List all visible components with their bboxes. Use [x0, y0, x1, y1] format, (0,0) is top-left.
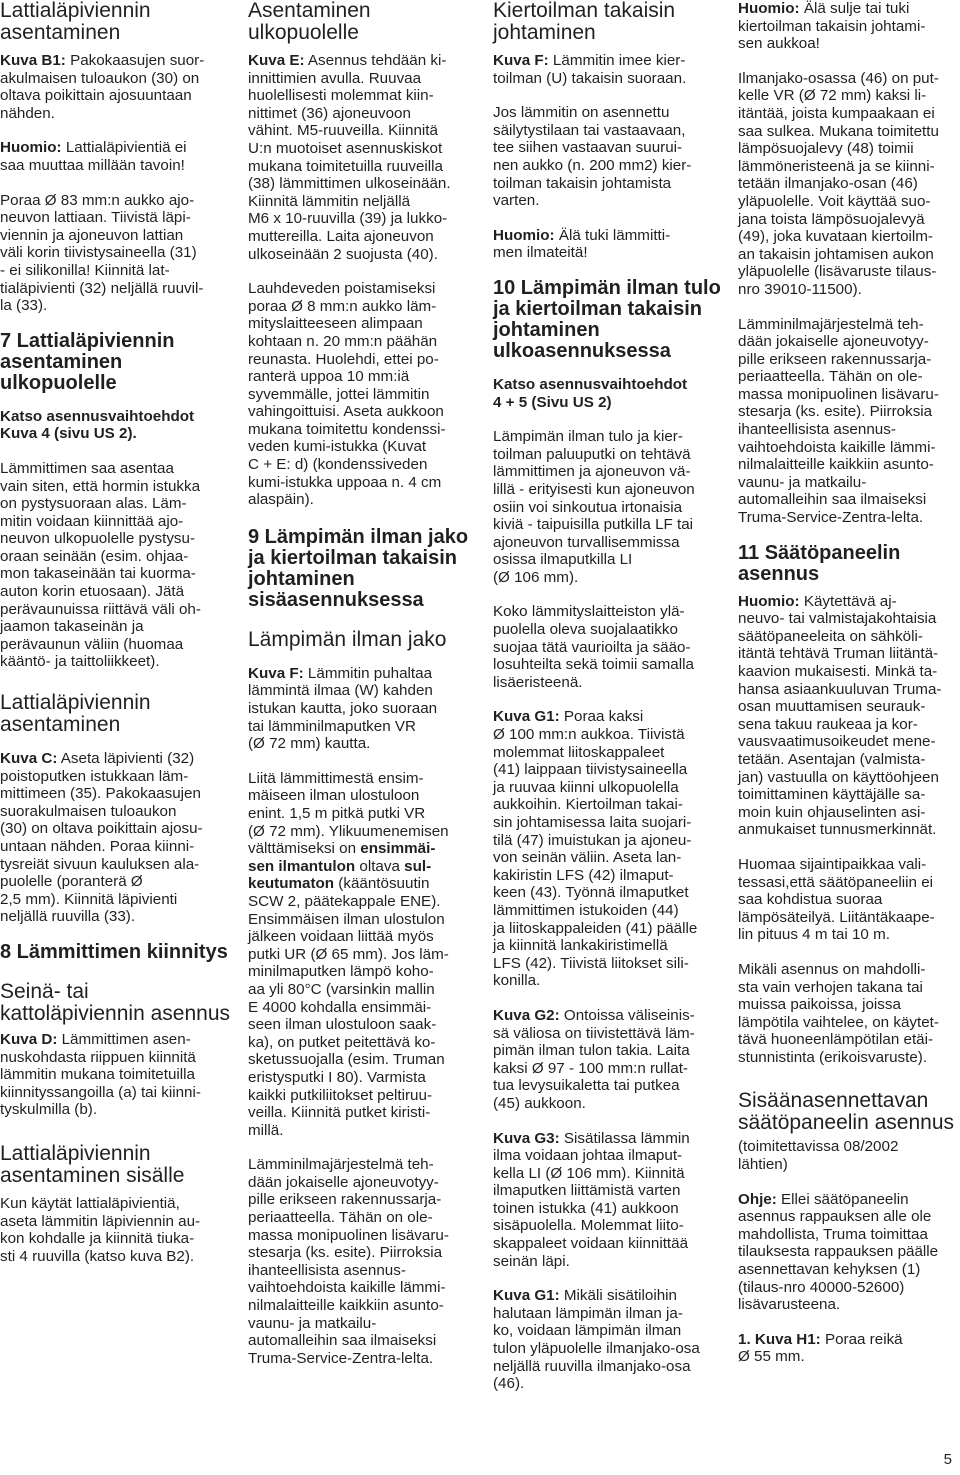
subheading-return-air: Kiertoilman takaisin johtaminen [493, 0, 676, 44]
kuva-c-paragraph [0, 750, 232, 926]
heater-mounting-paragraph: Lämmittimen saa asentaa vain siten, että hormin istukka on pystysuoraan alas. Läm- mitin voidaan kiinnittää ajo- neuvon ulkopuolelle pystysu- oraan seinään (esim. ohjaa- mon takaseinään tai kuorma- auton korin etuosaan). Jätä perävaunuissa riittävä väli oh- jaamon takaseinän ja perävaunun väliin (huomaa kääntö- ja taittoliikkeet). [0, 459, 201, 671]
huomio-2-paragraph [738, 593, 960, 839]
huomio-1-label: Huomio: [738, 0, 800, 17]
kuva-g2-text: Ontoissa väliseinis- sä väliosa on tiivistettävä läm- pimän ilman tulon takia. Laita kaksi Ø 97 - 100 mm:n rullat- tua levysuikaletta tai putkea (45) aukkoon. [493, 1006, 695, 1112]
kuva-f-text: Lämmitin puhaltaa lämmintä ilmaa (W) kahden istukan kautta, joko suoraan tai lämminilmaputken VR (Ø 72 mm) kautta. [248, 664, 438, 753]
huomio-paragraph [0, 139, 232, 174]
kuva-e-label: Kuva E: [248, 52, 305, 69]
column-3 [493, 0, 725, 1393]
huomio-1-paragraph [738, 0, 960, 53]
kuva-g3-text: Sisätilassa lämmin ilma voidaan johtaa ilmaput- kella LI (Ø 106 mm). Kiinnitä ilmaputken liittämistä varten toinen istukka (41) aukkoon sisäpuolella. Molemmat liito- skappaleet voidaan kiinnittää seinän läpi. [493, 1129, 690, 1270]
kuva-g2-label: Kuva G2: [493, 1006, 560, 1024]
duct-text-d: sul- keutumaton [248, 857, 432, 893]
section-11-heading: 11 Säätöpaneelin asennus [738, 541, 901, 585]
kuva-b1-label: Kuva B1: [0, 52, 66, 69]
kuva-b1-paragraph [0, 52, 232, 122]
section-10-heading: 10 Lämpimän ilman tulo ja kiertoilman takaisin johtaminen ulkoasennuksessa [493, 276, 721, 362]
subheading-floor-lead-through: Lattialäpiviennin asentaminen [0, 0, 151, 44]
kuva-d-text: Lämmittimen asen- nuskohdasta riippuen kiinnitä lämmitin mukana toimitetuilla kiinnityssangoilla (a) tai kiinni- tyskulmilla (b). [0, 1030, 201, 1119]
huomio-label: Huomio: [0, 139, 62, 157]
kuva-f-label: Kuva F: [493, 52, 549, 69]
air-distribution-paragraph: Ilmanjako-osassa (46) on put- kelle VR (Ø 72 mm) kaksi li- itäntää, joista kumpaakaan ei saa sulkea. Mukana toimitettu lämpösuojalevy (48) toimii lämmöneristeenä ja se kiinni- tetään ilmanjako-osan (46) yläpuolelle. Voit käyttää suo- jana toista lämpösuojalevyä (49), joka kuvataan kiertoilm- an takaisin johtamisen aukon yläpuolelle (lisävaruste tilaus- nro 39010-11500). [738, 69, 939, 298]
kuva-h1-label: 1. Kuva H1: [738, 1330, 821, 1348]
kuva-d-label: Kuva D: [0, 1030, 58, 1048]
remote-sensor-paragraph: Mikäli asennus on mahdolli- sta vain verhojen takana tai muissa paikoissa, joissa lämpötila vaihtelee, on käytet- tävä huoneenlämpötilan etäi- stunnistinta (erikoisvaruste). [738, 960, 939, 1066]
column-2 [248, 0, 478, 1367]
kuva-h1-text: Poraa reikä Ø 55 mm. [738, 1330, 903, 1366]
kuva-e-text: Asennus tehdään ki- innittimien avulla. Ruuvaa huolellisesti molemmat kiin- nittimet (36) ajoneuvoon vähint. M5-ruuveilla. Kiinnitä U:n muotoiset asennuskiskot mukana toimitetuilla ruuveilla (38) lämmittimen ulkoseinään. Kiinnitä lämmitin neljällä M6 x 10-ruuvilla (39) ja lukko- muttereilla. Laita ajoneuvon ulkoseinään 2 suojusta (40). [248, 52, 451, 263]
kuva-g2-paragraph [493, 1007, 725, 1113]
availability-paragraph: (toimitettavissa 08/2002 lähtien) [738, 1138, 899, 1174]
kuva-g1b-paragraph [493, 1287, 725, 1393]
kuva-f-paragraph [248, 665, 478, 753]
huomio-2-text: Käytettävä aj- neuvo- tai valmistajakohtaisia säätöpaneeleita on sähköli- itäntä tehtävä Truman liitäntä- kaavion mukaisesti. Minkä ta- hansa asiaankuuluvan Truma- osan muuttamisen seurauk- sena takuu raukeaa ja kor- vausvaatimusoikeudet mene- tetään. Asentajan (valmista- jan) vastuulla on käyttöohjeen toimittaminen käyttäjälle sa- moin kuin ohjauselinten asi- anmukaiset tunnusmerkinnät. [738, 592, 942, 839]
ohje-paragraph [738, 1191, 960, 1314]
duct-text-c: oltava [355, 857, 405, 875]
kuva-f-text: Lämmitin imee kier- toilman (U) takaisin suoraan. [493, 52, 687, 87]
kuva-g1-paragraph [493, 708, 725, 990]
poraa-paragraph: Poraa Ø 83 mm:n aukko ajo- neuvon lattiaan. Tiivistä läpi- viennin ja ajoneuvon lattian väli korin tiivistysaineella (31) - ei silikonilla! Kiinnitä lat- tialäpivienti (32) neljällä ruuvil- la (33). [0, 191, 204, 315]
warm-air-system-paragraph: Lämminilmajärjestelmä teh- dään jokaiselle ajoneuvotyy- pille erikseen rakennussarja- periaatteella. Tähän on ole- massa monipuolinen lisävaru- stesarja (ks. esite). Piirroksia ihanteellisista asennus- vaihtoehdoista kaikille lämmi- nilmalaitteille kaikkiin asunto- vaunu- ja matkailu- automalleihin saa ilmaiseksi Truma-Service-Zentra-lelta. [738, 315, 939, 527]
condensate-paragraph: Lauhdeveden poistamiseksi poraa Ø 8 mm:n aukko läm- mityslaitteeseen alimpaan kohtaan n. 20 mm:n päähän reunasta. Huolehdi, ettei po- ranterä uppoa 10 mm:iä syvemmälle, jottei lämmitin vahingoittuisi. Aseta aukkoon mukana toimitettu kondenssi- veden kumi-istukka (Kuvat C + E: d) (kondenssiveden kumi-istukka uppoaa n. 4 cm alaspäin). [248, 280, 446, 509]
column-1 [0, 0, 232, 1265]
subheading-flush-panel: Sisäänasennettavan säätöpaneelin asennus [738, 1089, 955, 1135]
subheading-warm-air-distribution: Lämpimän ilman jako [248, 627, 447, 651]
katso-paragraph: Katso asennusvaihtoehdot 4 + 5 (Sivu US 2) [493, 375, 688, 411]
kuva-g3-label: Kuva G3: [493, 1129, 560, 1147]
page-number: 5 [943, 1451, 952, 1468]
subheading-floor-inside: Lattialäpiviennin asentaminen sisälle [0, 1141, 185, 1187]
section-9-heading: 9 Lämpimän ilman jako ja kiertoilman takaisin johtaminen sisäasennuksessa [248, 525, 469, 611]
duct-text-e: (kääntösuutin SCW 2, päätekappale ENE). Ensimmäisen ilman ulostulon jälkeen voidaan liittää myös putki UR (Ø 65 mm). Jos läm- minilmaputken lämpö koho- aa yli 80°C (varsinkin mallin E 4000 kohdalla ensimmäi- seen ilman ulostuloon saak- ka), on putket peitettävä ko- sketussuojalla (esim. Truman eristysputki I 80). Varmista kaikki putkiliitokset peltiruu- veilla. Kiinnitä putket kiristi- millä. [248, 875, 449, 1139]
subheading-floor-installation: Lattialäpiviennin asentaminen [0, 691, 151, 737]
kuva-b1-text: Pakokaasujen suor- akulmaisen tuloaukon (30) on oltava poikittain ajosuuntaan nähden. [0, 52, 205, 122]
kuva-c-label: Kuva C: [0, 750, 58, 768]
protective-box-paragraph: Koko lämmityslaitteiston ylä- puolella oleva suojalaatikko suojaa tätä vaurioilta ja sääo- losuhteilta sekä toimii samalla lisäeristeenä. [493, 603, 694, 691]
kuva-g1b-text: Mikäli sisätiloihin halutaan lämpimän ilman ja- ko, voidaan lämpimän ilman tulon yläpuolelle ilmanjako-osa neljällä ruuvilla ilmanjako-osa (46). [493, 1287, 700, 1393]
location-paragraph: Huomaa sijaintipaikkaa vali- tessasi,että säätöpaneeliin ei saa kohdistua suoraa lämpösäteilyä. Liitäntäkaape- lin pituus 4 m tai 10 m. [738, 855, 935, 944]
kuva-e-paragraph [248, 52, 478, 263]
kuva-c-text: Aseta läpivienti (32) poistoputken istukkaan läm- mittimeen (35). Pakokaasujen suorakulmaisen tuloaukon (30) on oltava poikittain ajosu- untaan nähden. Poraa kiinni- tysreiät sivuun kauluksen ala- puolelle (poranterä Ø 2,5 mm). Kiinnitä läpivienti neljällä ruuvilla (33). [0, 750, 203, 926]
kuva-f-paragraph [493, 52, 725, 87]
kuva-g1b-label: Kuva G1: [493, 1287, 560, 1305]
duct-connection-paragraph [248, 770, 478, 1139]
huomio-label: Huomio: [493, 226, 555, 244]
huomio-text: Lattialäpivientiä ei saa muuttaa millään tavoin! [0, 139, 187, 174]
warm-air-supply-paragraph: Lämpimän ilman tulo ja kier- toilman paluuputki on tehtävä lämmittimen ja ajoneuvon vä- lillä - erityisesti kun ajoneuvon osiin voi sinkoutua irtonaisia kiviä - taipuisilla putkilla LF tai ajoneuvon turvallisemmissa osissa ilmaputkilla LI (Ø 106 mm). [493, 428, 695, 586]
huomio-paragraph [493, 227, 725, 262]
kuva-g3-paragraph [493, 1130, 725, 1271]
kuva-g1-label: Kuva G1: [493, 708, 560, 726]
kuva-d-paragraph [0, 1031, 232, 1119]
duct-text-a: Liitä lämmittimestä ensim- mäiseen ilman ulostuloon enint. 1,5 m pitkä putki VR (Ø 72 mm). Ylikuumenemisen välttämiseksi on [248, 769, 449, 858]
huomio-text: Älä tuki lämmitti- men ilmateitä! [493, 226, 671, 262]
kuva-h1-paragraph [738, 1331, 960, 1366]
storage-paragraph: Jos lämmitin on asennettu säilytystilaan tai vastaavaan, tee siihen vastaavan suurui- nen aukko (n. 200 mm2) kier- toilman takaisin johtamista varten. [493, 104, 692, 210]
kuva-g1-text: Poraa kaksi Ø 100 mm:n aukkoa. Tiivistä molemmat liitoskappaleet (41) laippaan tiivistysaineella ja ruuvaa kiinni ulkopuolella aukkoihin. Kiertoilman takai- sin johtamisessa laita suojari- tilä (47) imuistukan ja ajoneu- von seinän väliin. Aseta lan- kakiristin LFS (42) ilmaput- keen (43). Työnnä ilmaputket lämmittimen istukoiden (44) ja liitoskappaleiden (41) päälle ja kiinnitä lankakiristimellä LFS (42). Tiivistä liitokset sili- konilla. [493, 708, 698, 990]
kun-paragraph: Kun käytät lattialäpivientiä, aseta lämmitin läpiviennin au- kon kohdalle ja kiinnitä tiuka- sti 4 ruuvilla (katso kuva B2). [0, 1194, 201, 1265]
ohje-text: Ellei säätöpaneelin asennus rappauksen alle ole mahdollista, Truma toimittaa tilauksesta rappauksen päälle asennettavan kehyksen (1) (tilaus-nro 40000-52600) lisävarusteena. [738, 1190, 939, 1314]
subheading-wall-roof: Seinä- tai kattoläpiviennin asennus [0, 979, 230, 1025]
warm-air-system-paragraph: Lämminilmajärjestelmä teh- dään jokaiselle ajoneuvotyy- pille erikseen rakennussarja- periaatteella. Tähän on ole- massa monipuolinen lisävaru- stesarja (ks. esite). Piirroksia ihanteellisista asennus- vaihtoehdoista kaikille lämmi- nilmalaitteille kaikkiin asunto- vaunu- ja matkailu- automalleihin saa ilmaiseksi Truma-Service-Zentra-lelta. [248, 1156, 449, 1367]
kuva-f-label: Kuva F: [248, 664, 304, 682]
subheading-outside-installation: Asentaminen ulkopuolelle [248, 0, 371, 44]
duct-text-b: ensimmäi- sen ilmantulon [248, 840, 436, 875]
huomio-2-label: Huomio: [738, 592, 800, 610]
column-4 [738, 0, 960, 1366]
katso-paragraph: Katso asennusvaihtoehdot Kuva 4 (sivu US 2). [0, 407, 195, 443]
section-8-heading: 8 Lämmittimen kiinnitys [0, 940, 228, 963]
section-7-heading: 7 Lattialäpiviennin asentaminen ulkopuolelle [0, 329, 175, 394]
ohje-label: Ohje: [738, 1190, 777, 1208]
huomio-1-text: Älä sulje tai tuki kiertoilman takaisin johtami- sen aukkoa! [738, 0, 926, 53]
